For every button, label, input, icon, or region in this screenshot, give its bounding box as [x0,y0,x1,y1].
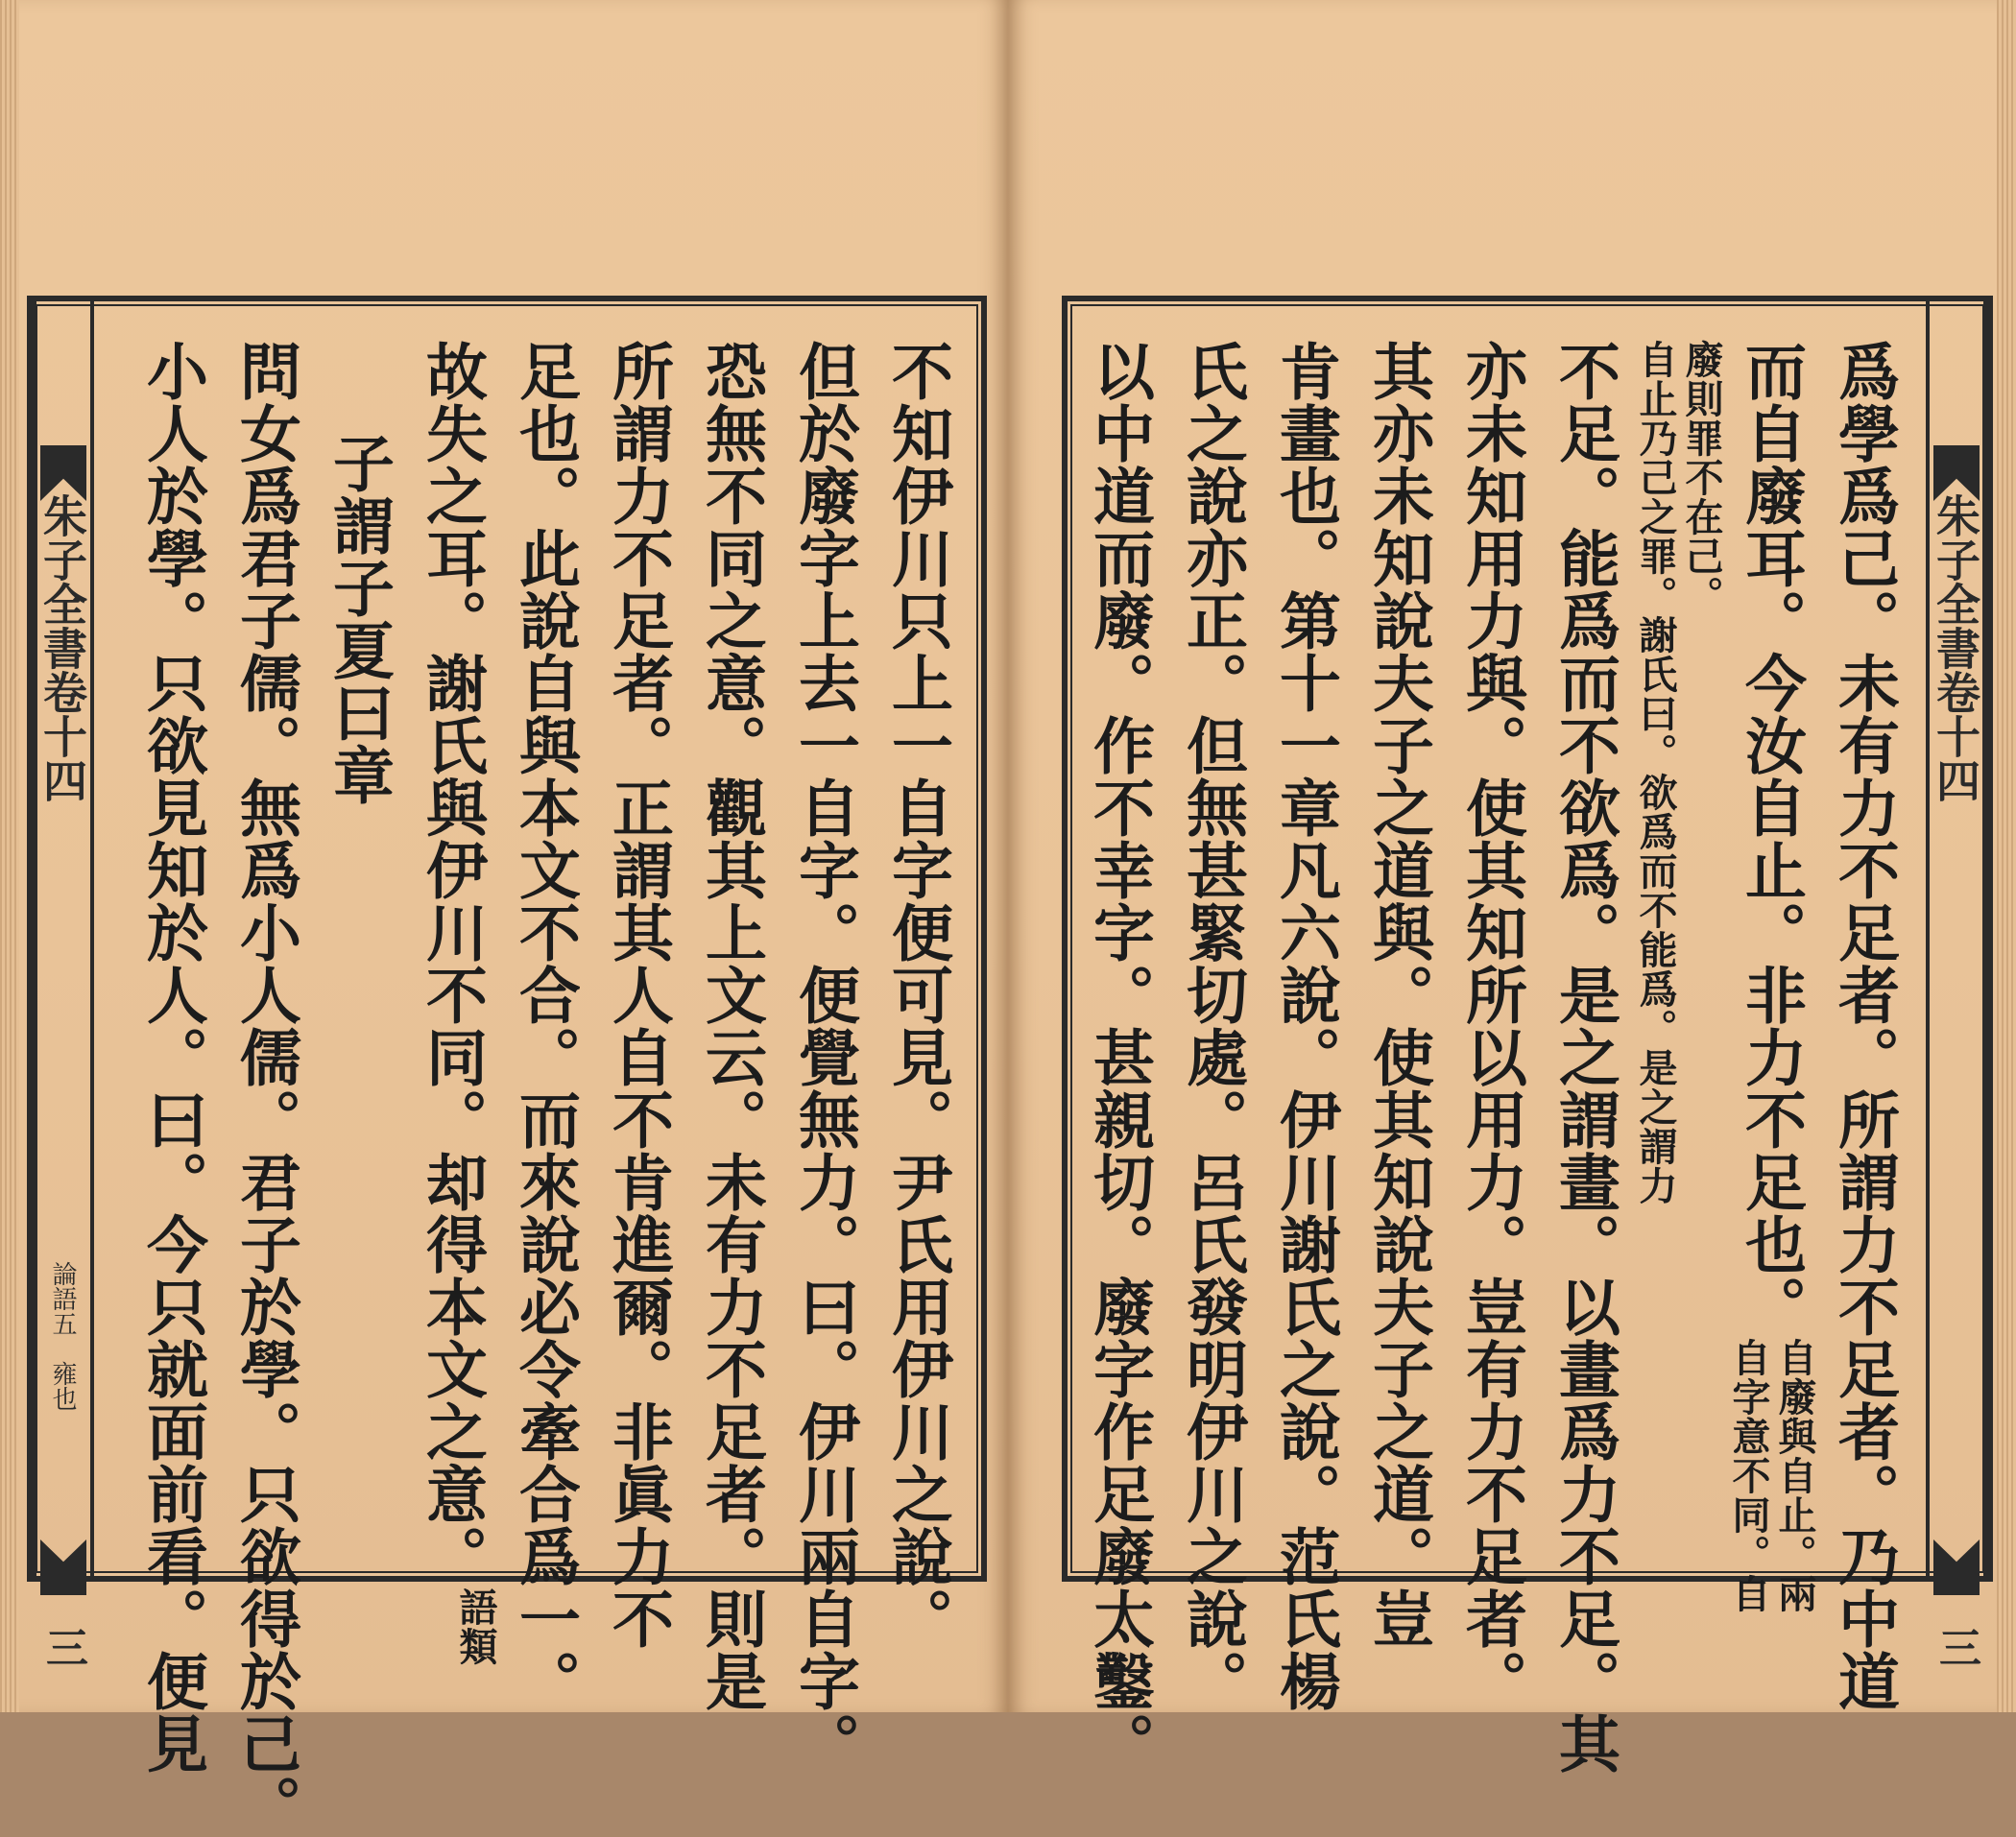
text-column [1631,340,1724,1541]
left-gutter [33,301,94,1668]
right-text-block [1068,301,1924,1775]
page-number: 三 [1932,1626,1980,1668]
left-columns [100,340,964,1837]
text-column [1724,340,1817,1613]
page-edge [1997,0,2016,1712]
right-page-frame [1062,296,1993,1775]
left-page-frame [27,296,987,1837]
text-column: 爲學爲己。未有力不足者。所謂力不足者。乃中道 [1828,340,1900,1712]
text-column: 不知伊川只上一自字便可見。尹氏用伊川之說。 [881,340,953,1650]
text-column: 其亦未知說夫子之道與。使其知說夫子之道。豈 [1362,340,1434,1650]
section-label: 論語五 雍也 [48,1261,77,1411]
note-line: 自止乃己之罪。謝氏曰。欲爲而不能爲。是之謂力 [1633,340,1678,1205]
page-edge [0,0,19,1712]
book-title: 朱子全書卷十四 [1930,493,1981,802]
text-column: 足也。此說自與本文不合。而來說必令牽合爲一。 [509,340,581,1712]
text-column: 但於廢字上去一自字。便覺無力。曰。伊川兩自字。 [788,340,860,1775]
right-gutter [1926,301,1987,1668]
text-column: 恐無不同之意。觀其上文云。未有力不足者。則是 [695,340,767,1712]
note-line: 自字意不同。自 [1726,1338,1771,1613]
text-column [405,340,498,1666]
text-column: 亦未知用力與。使其知所以用力。豈有力不足者。 [1455,340,1527,1712]
commentary-note [1725,1338,1817,1613]
book-title: 朱子全書卷十四 [36,493,88,802]
commentary-note [1632,340,1724,1205]
text-column: 氏之說亦正。但無甚緊切處。呂氏發明伊川之說。 [1176,340,1248,1712]
right-columns [1068,340,1910,1775]
chapter-heading: 子謂子夏曰章 [323,432,395,806]
right-page [1008,0,2016,1775]
text-column-main: 故失之耳。謝氏與伊川不同。却得本文之意。 [416,340,488,1587]
page-number: 三 [38,1626,87,1668]
text-column: 小人於學。只欲見知於人。曰。今只就面前看。便見 [136,340,208,1775]
text-column: 不足。能爲而不欲爲。是之謂畫。以畫爲力不足。其 [1548,340,1620,1775]
note-line: 自廢與自止。兩 [1772,1338,1817,1613]
commentary-note: 語類 [453,1587,498,1666]
left-text-block [100,301,981,1837]
fishtail-mark-bottom [40,1539,86,1595]
text-column: 以中道而廢。作不幸字。甚親切。廢字作足廢太鑿。 [1083,340,1155,1775]
text-column: 問女爲君子儒。無爲小人儒。君子於學。只欲得於己。 [229,340,301,1837]
text-column-main: 而自廢耳。今汝自止。非力不足也。 [1735,340,1807,1338]
text-column: 肯畫也。第十一章凡六說。伊川謝氏之說。范氏楊 [1269,340,1341,1712]
fishtail-mark-bottom [1933,1539,1980,1595]
text-column: 所謂力不足者。正謂其人自不肯進爾。非眞力不 [602,340,674,1650]
note-line: 廢則罪不在己。 [1679,340,1724,615]
